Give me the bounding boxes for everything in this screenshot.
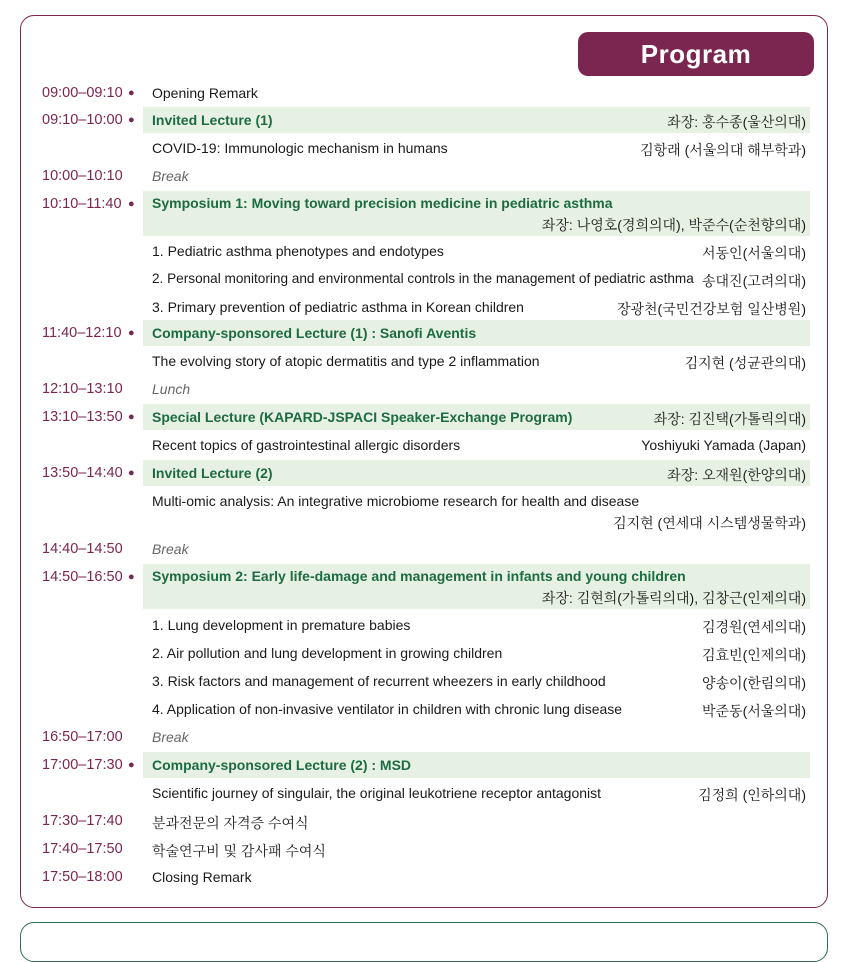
chair-label: 좌장: 오재원(한양의대) xyxy=(667,467,806,483)
bullet-icon: ● xyxy=(128,571,135,583)
program-row xyxy=(0,163,850,189)
row-time: 10:00–10:10 xyxy=(42,168,123,184)
program-row xyxy=(0,135,850,161)
session-title: Invited Lecture (1) xyxy=(152,112,273,128)
lecture-title: 1. Pediatric asthma phenotypes and endotypes xyxy=(152,243,444,259)
row-time: 14:40–14:50 xyxy=(42,541,123,557)
row-time: 09:10–10:00 xyxy=(42,112,123,128)
break-label: Lunch xyxy=(152,381,191,397)
speaker-label: 김정희 (인하의대) xyxy=(698,787,806,803)
lecture-title: 3. Risk factors and management of recurrent wheezers in early childhood xyxy=(152,673,606,689)
chair-label: 좌장: 김현희(가톨릭의대), 김창근(인제의대) xyxy=(541,590,806,606)
speaker-label: 김경원(연세의대) xyxy=(702,619,806,635)
row-time: 17:50–18:00 xyxy=(42,869,123,885)
bullet-icon: ● xyxy=(128,114,135,126)
speaker-label: 김지현 (연세대 시스템생물학과) xyxy=(613,515,806,531)
row-time: 17:00–17:30 xyxy=(42,757,123,773)
speaker-label: 양송이(한림의대) xyxy=(702,675,806,691)
row-time: 11:40–12:10 xyxy=(42,325,122,341)
break-label: Break xyxy=(152,541,189,557)
speaker-label: 송대진(고려의대) xyxy=(702,273,806,289)
break-label: Break xyxy=(152,168,189,184)
row-time: 17:40–17:50 xyxy=(42,841,123,857)
row-time: 16:50–17:00 xyxy=(42,729,123,745)
lecture-title: Recent topics of gastrointestinal allergic disorders xyxy=(152,437,461,453)
chair-label: 좌장: 나영호(경희의대), 박준수(순천향의대) xyxy=(541,217,806,233)
speaker-label: 김항래 (서울의대 해부학과) xyxy=(640,142,806,158)
bullet-icon: ● xyxy=(128,87,135,99)
lecture-title: 3. Primary prevention of pediatric asthma in Korean children xyxy=(152,299,524,315)
program-row xyxy=(0,266,850,292)
row-time: 13:10–13:50 xyxy=(42,409,123,425)
program-row xyxy=(0,238,850,264)
closing-label: Closing Remark xyxy=(152,869,252,885)
program-row xyxy=(0,668,850,694)
lecture-title: Scientific journey of singulair, the original leukotriene receptor antagonist xyxy=(152,785,602,801)
row-time: 09:00–09:10 xyxy=(42,85,123,101)
bullet-icon: ● xyxy=(128,759,135,771)
break-label: Break xyxy=(152,729,189,745)
ceremony-label: 분과전문의 자격증 수여식 xyxy=(152,815,309,831)
program-row xyxy=(0,83,850,107)
row-time: 12:10–13:10 xyxy=(42,381,123,397)
session-title: Invited Lecture (2) xyxy=(152,465,273,481)
program-row xyxy=(0,780,850,806)
row-time: 17:30–17:40 xyxy=(42,813,123,829)
program-row xyxy=(0,460,850,486)
lecture-title: 4. Application of non-invasive ventilator in children with chronic lung disease xyxy=(152,701,623,717)
program-row xyxy=(0,107,850,133)
session-title: Special Lecture (KAPARD-JSPACI Speaker-Exchange Program) xyxy=(152,409,573,425)
speaker-label: 김효빈(인제의대) xyxy=(702,647,806,663)
row-time: 13:50–14:40 xyxy=(42,465,123,481)
chair-label: 좌장: 홍수종(울산의대) xyxy=(667,114,806,130)
bullet-icon: ● xyxy=(128,198,135,210)
speaker-label: 박준동(서울의대) xyxy=(702,703,806,719)
lecture-title: 1. Lung development in premature babies xyxy=(152,617,411,633)
ceremony-label: 학술연구비 및 감사패 수여식 xyxy=(152,843,326,859)
bullet-icon: ● xyxy=(128,467,135,479)
program-row xyxy=(0,348,850,374)
program-row xyxy=(0,536,850,562)
program-row xyxy=(0,294,850,320)
program-row xyxy=(0,864,850,890)
program-row xyxy=(0,432,850,458)
program-title: Program xyxy=(578,32,814,76)
bullet-icon: ● xyxy=(128,411,135,423)
session-title: Symposium 1: Moving toward precision medicine in pediatric asthma xyxy=(152,195,613,211)
program-row xyxy=(0,724,850,750)
row-content: Opening Remark xyxy=(152,85,258,101)
bullet-icon: ● xyxy=(128,327,135,339)
speaker-label: 서동인(서울의대) xyxy=(702,245,806,261)
speaker-label: 장광천(국민건강보험 일산병원) xyxy=(616,301,806,317)
lecture-title: The evolving story of atopic dermatitis and type 2 inflammation xyxy=(152,353,540,369)
lecture-title: 2. Personal monitoring and environmental controls in the management of pediatric asthma xyxy=(152,271,694,286)
program-row xyxy=(0,404,850,430)
session-title: Company-sponsored Lecture (1) : Sanofi Aventis xyxy=(152,325,477,341)
session-title: Symposium 2: Early life-damage and management in infants and young children xyxy=(152,568,686,584)
lecture-title: COVID-19: Immunologic mechanism in humans xyxy=(152,140,448,156)
program-row xyxy=(0,191,850,236)
program-row xyxy=(0,376,850,402)
program-row xyxy=(0,612,850,638)
program-row xyxy=(0,320,850,346)
row-time: 10:10–11:40 xyxy=(42,196,122,212)
program-row xyxy=(0,836,850,862)
program-row xyxy=(0,752,850,778)
speaker-label: 김지현 (성균관의대) xyxy=(684,355,806,371)
program-row xyxy=(0,564,850,609)
lecture-title: Multi-omic analysis: An integrative microbiome research for health and disease xyxy=(152,493,640,509)
speaker-label: Yoshiyuki Yamada (Japan) xyxy=(641,437,806,453)
session-title: Company-sponsored Lecture (2) : MSD xyxy=(152,757,412,773)
program-row xyxy=(0,488,850,534)
row-time: 14:50–16:50 xyxy=(42,569,123,585)
program-row xyxy=(0,808,850,834)
lecture-title: 2. Air pollution and lung development in growing children xyxy=(152,645,503,661)
chair-label: 좌장: 김진택(가톨릭의대) xyxy=(653,411,806,427)
program-row xyxy=(0,696,850,722)
program-row xyxy=(0,640,850,666)
next-section-frame xyxy=(20,922,828,962)
